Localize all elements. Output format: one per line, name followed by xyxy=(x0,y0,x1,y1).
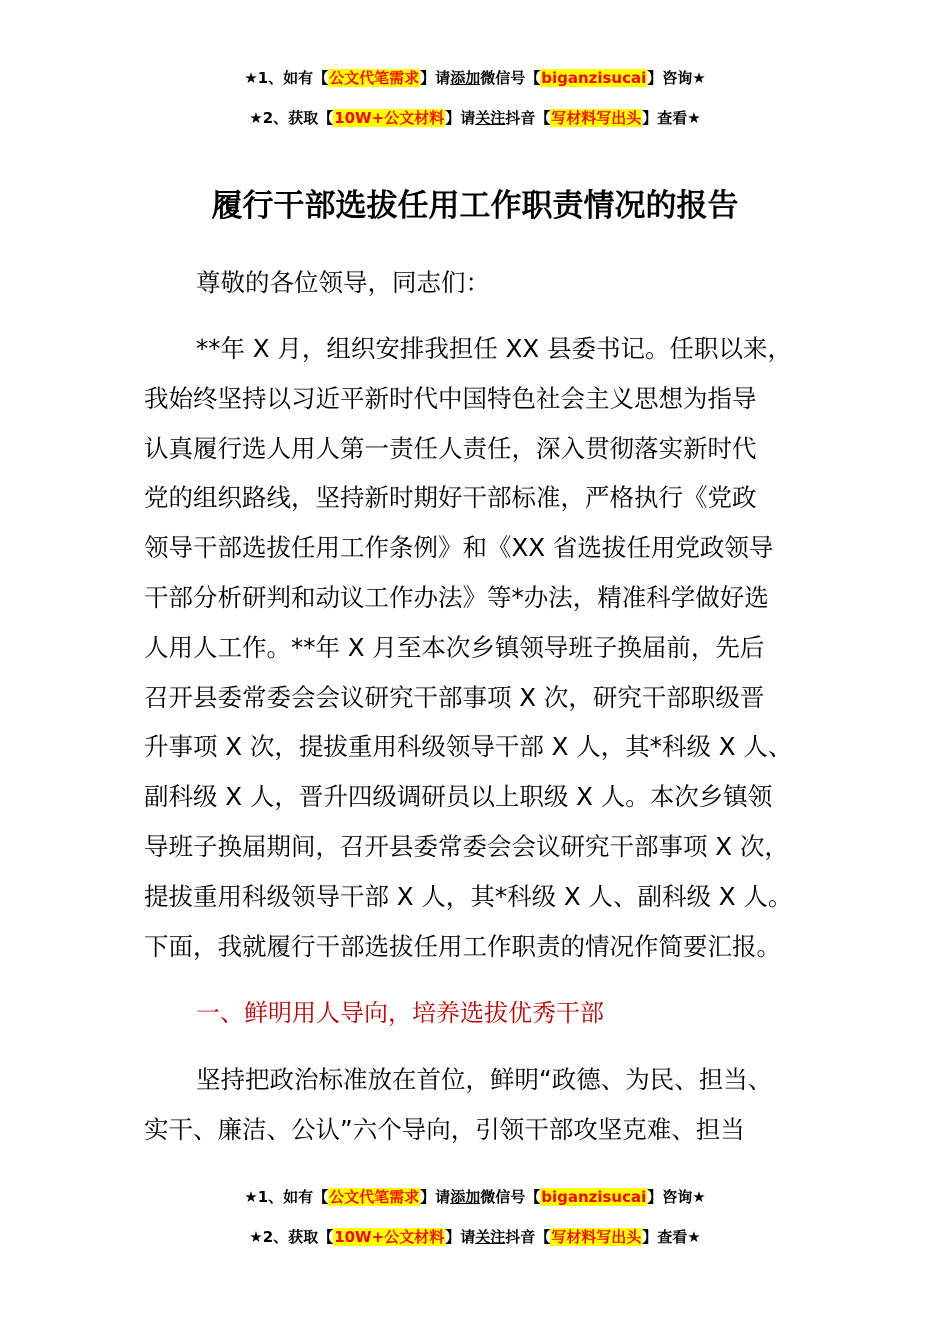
banner-douyin-id: 写材料写出头 xyxy=(551,109,642,127)
banner-text: 】查看★ xyxy=(642,109,701,127)
paragraph-2 xyxy=(144,1055,834,1155)
paragraph-line: 导班子换届期间，召开县委常委会会议研究干部事项 X 次， xyxy=(144,831,789,861)
banner-douyin-id: 写材料写出头 xyxy=(551,1228,642,1246)
banner-text: 】咨询★ xyxy=(647,69,706,87)
banner-line-1 xyxy=(0,1177,950,1217)
banner-text: 抖音【 xyxy=(505,1228,551,1246)
banner-wechat-id: biganzisucai xyxy=(541,1188,647,1206)
paragraph-line: 干部分析研判和动议工作办法》等*办法，精准科学做好选 xyxy=(144,582,769,612)
paragraph-line: 人用人工作。**年 X 月至本次乡镇领导班子换届前，先后 xyxy=(144,632,765,662)
banner-text: 微信号【 xyxy=(480,69,541,87)
paragraph-line: 我始终坚持以习近平新时代中国特色社会主义思想为指导 xyxy=(144,383,757,413)
banner-text: 】请 xyxy=(445,1228,476,1246)
document-title: 履行干部选拔任用工作职责情况的报告 xyxy=(211,188,739,224)
banner-wechat-id: biganzisucai xyxy=(541,69,647,87)
banner-highlight: 公文代笔需求 xyxy=(329,1188,420,1206)
bottom-banner xyxy=(0,1177,950,1257)
greeting: 尊敬的各位领导，同志们： xyxy=(196,268,490,297)
banner-highlight: 公文代笔需求 xyxy=(329,69,420,87)
paragraph-1 xyxy=(144,324,834,971)
paragraph-line: 认真履行选人用人第一责任人责任，深入贯彻落实新时代 xyxy=(144,433,757,463)
paragraph-line: 副科级 X 人，晋升四级调研员以上职级 X 人。本次乡镇领 xyxy=(144,782,773,812)
paragraph-line: 坚持把政治标准放在首位，鲜明“政德、为民、担当、 xyxy=(196,1065,773,1094)
banner-text: 】请 xyxy=(445,109,476,127)
paragraph-line: 提拔重用科级领导干部 X 人，其*科级 X 人、副科级 X 人。 xyxy=(144,881,793,911)
paragraph-line: 召开县委常委会会议研究干部事项 X 次，研究干部职级晋 xyxy=(144,682,765,712)
banner-line-2 xyxy=(0,1217,950,1257)
banner-text: 】咨询★ xyxy=(647,1188,706,1206)
banner-text: ★1、如有【 xyxy=(244,69,329,87)
banner-text: 】查看★ xyxy=(642,1228,701,1246)
banner-text: ★1、如有【 xyxy=(244,1188,329,1206)
top-banner xyxy=(0,58,950,138)
banner-text: ★2、获取【 xyxy=(249,109,334,127)
banner-underlined-text: 关注 xyxy=(475,1228,506,1246)
banner-text: 】请 xyxy=(420,1188,451,1206)
paragraph-line: 党的组织路线，坚持新时期好干部标准，严格执行《党政 xyxy=(144,483,757,513)
banner-text: ★2、获取【 xyxy=(249,1228,334,1246)
paragraph-line: 领导干部选拔任用工作条例》和《XX 省选拔任用党政领导 xyxy=(144,533,774,563)
paragraph-line: 下面，我就履行干部选拔任用工作职责的情况作简要汇报。 xyxy=(144,931,781,961)
banner-underlined-text: 添加 xyxy=(450,69,481,87)
banner-text: 】请 xyxy=(420,69,451,87)
banner-text: 抖音【 xyxy=(505,109,551,127)
banner-highlight: 10W+公文材料 xyxy=(334,1228,445,1246)
banner-highlight: 10W+公文材料 xyxy=(334,109,445,127)
banner-line-1 xyxy=(0,58,950,98)
banner-text: 微信号【 xyxy=(480,1188,541,1206)
paragraph-line: 升事项 X 次，提拔重用科级领导干部 X 人，其*科级 X 人、 xyxy=(144,732,793,762)
section-heading: 一、鲜明用人导向，培养选拔优秀干部 xyxy=(196,999,604,1027)
banner-line-2 xyxy=(0,98,950,138)
paragraph-line: **年 X 月，组织安排我担任 XX 县委书记。任职以来， xyxy=(196,334,793,363)
banner-underlined-text: 添加 xyxy=(450,1188,481,1206)
banner-underlined-text: 关注 xyxy=(475,109,506,127)
paragraph-line: 实干、廉洁、公认”六个导向，引领干部攻坚克难、担当 xyxy=(144,1114,745,1144)
